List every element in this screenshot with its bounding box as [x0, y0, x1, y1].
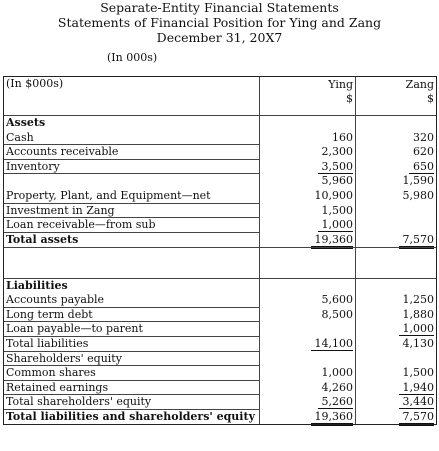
ying-value-text: 8,500	[321, 307, 353, 321]
row-label	[4, 160, 260, 175]
zang-value	[356, 410, 436, 425]
assets-section	[4, 115, 436, 247]
table-row	[4, 337, 436, 352]
spacer-row	[4, 263, 436, 278]
zang-value-text: 5,980	[402, 188, 434, 202]
row-label	[4, 218, 260, 233]
column-header-ying-name: Ying	[328, 78, 353, 91]
row-label	[4, 410, 260, 425]
ying-value	[260, 218, 356, 233]
table-row	[4, 293, 436, 308]
zang-value	[356, 145, 436, 160]
zang-value-text: 320	[413, 130, 434, 144]
zang-value	[356, 174, 436, 189]
liabilities-heading: Liabilities	[4, 279, 260, 294]
ying-value	[260, 160, 356, 175]
ying-value	[260, 381, 356, 396]
column-header-ying	[260, 77, 356, 115]
ying-value	[260, 189, 356, 204]
zang-value	[356, 233, 436, 248]
row-label-text: Loan payable—to parent	[6, 322, 143, 336]
assets-heading-row	[4, 115, 436, 131]
table-row	[4, 322, 436, 337]
header-line-date: December 31, 20X7	[156, 30, 283, 45]
row-label	[4, 381, 260, 396]
row-label-text: Retained earnings	[6, 380, 109, 394]
statement-header	[0, 0, 439, 45]
ying-value-text: 3,500	[318, 160, 354, 174]
ying-value	[260, 322, 356, 337]
zang-value	[356, 337, 436, 352]
row-label-text: Total liabilities	[6, 336, 89, 350]
row-label-text: Total assets	[6, 232, 79, 246]
table-header-row	[4, 77, 436, 115]
zang-value	[356, 160, 436, 175]
zang-value	[356, 308, 436, 323]
zang-value-text: 7,570	[399, 233, 435, 249]
ying-value-text: 14,100	[311, 337, 354, 351]
row-label-text: Shareholders' equity	[6, 351, 122, 365]
spacer-row	[4, 247, 436, 263]
table-row	[4, 218, 436, 233]
ying-value	[260, 174, 356, 189]
units-note: (In 000s)	[107, 51, 158, 64]
table-row	[4, 189, 436, 204]
statement-table	[3, 76, 437, 425]
zang-value-text: 1,250	[402, 293, 434, 307]
ying-value	[260, 145, 356, 160]
ying-value-text: 5,260	[318, 395, 354, 409]
zang-value	[356, 322, 436, 337]
table-row	[4, 366, 436, 381]
ying-value-text: 4,260	[321, 380, 353, 394]
row-label-text: Accounts payable	[6, 293, 105, 307]
column-header-zang-name: Zang	[405, 78, 434, 91]
column-header-zang	[356, 77, 436, 115]
row-label	[4, 233, 260, 248]
row-label	[4, 322, 260, 337]
assets-heading: Assets	[4, 116, 260, 131]
row-label-text: Total liabilities and shareholders' equity	[6, 409, 255, 423]
zang-value	[356, 352, 436, 367]
ying-value	[260, 204, 356, 219]
table-row	[4, 174, 436, 189]
zang-value-text: 1,590	[402, 174, 434, 188]
ying-value	[260, 366, 356, 381]
zang-value-text: 1,000	[399, 322, 435, 336]
zang-value-text: 1,880	[402, 307, 434, 321]
zang-value-text: 1,500	[402, 366, 434, 380]
zang-value-text: 1,940	[399, 381, 435, 395]
ying-value	[260, 233, 356, 248]
zang-value-text: 3,440	[399, 395, 435, 409]
row-label-text: Total shareholders' equity	[6, 395, 152, 409]
row-label	[4, 337, 260, 352]
row-label	[4, 189, 260, 204]
ying-value-text: 5,960	[321, 174, 353, 188]
row-label	[4, 395, 260, 410]
ying-value-text: 19,360	[311, 233, 354, 249]
table-row	[4, 410, 436, 425]
row-label-text: Loan receivable—from sub	[6, 218, 156, 232]
ying-value-text: 10,900	[314, 188, 353, 202]
zang-value	[356, 218, 436, 233]
row-label	[4, 352, 260, 367]
zang-value	[356, 189, 436, 204]
column-header-zang-currency: $	[427, 92, 434, 105]
row-label-text: Investment in Zang	[6, 203, 115, 217]
ying-value-text: 2,300	[321, 145, 353, 159]
table-row	[4, 308, 436, 323]
ying-value	[260, 293, 356, 308]
ying-value-text: 1,000	[318, 218, 354, 232]
column-header-ying-currency: $	[346, 92, 353, 105]
zang-value	[356, 293, 436, 308]
row-label	[4, 204, 260, 219]
ying-value	[260, 308, 356, 323]
zang-value	[356, 395, 436, 410]
ying-value	[260, 395, 356, 410]
table-row	[4, 381, 436, 396]
row-label-text: Cash	[6, 130, 34, 144]
row-label-text: Accounts receivable	[6, 145, 119, 159]
row-label-text: Property, Plant, and Equipment—net	[6, 188, 211, 202]
zang-value	[356, 204, 436, 219]
table-row	[4, 145, 436, 160]
ying-value	[260, 352, 356, 367]
zang-value	[356, 381, 436, 396]
table-row	[4, 352, 436, 367]
ying-value	[260, 131, 356, 146]
row-label-text: Common shares	[6, 366, 96, 380]
ying-value	[260, 337, 356, 352]
ying-value-text: 5,600	[321, 293, 353, 307]
ying-value	[260, 410, 356, 425]
table-row	[4, 233, 436, 248]
zang-value	[356, 131, 436, 146]
header-line-title: Statements of Financial Position for Ying and Zang	[57, 15, 382, 30]
row-label	[4, 308, 260, 323]
row-label-text: Inventory	[6, 159, 60, 173]
ying-value-text: 1,500	[321, 203, 353, 217]
header-line-entity: Separate-Entity Financial Statements	[100, 0, 339, 15]
zang-value-text: 620	[413, 145, 434, 159]
row-label	[4, 145, 260, 160]
zang-value-text: 4,130	[402, 336, 434, 350]
table-row	[4, 160, 436, 175]
table-row	[4, 204, 436, 219]
zang-value-text: 7,570	[399, 410, 435, 426]
ying-value-text: 160	[332, 130, 353, 144]
row-label	[4, 366, 260, 381]
liabilities-section	[4, 278, 436, 425]
liabilities-heading-row	[4, 278, 436, 294]
row-label-text: Long term debt	[6, 307, 93, 321]
ying-value-text: 1,000	[321, 366, 353, 380]
zang-value	[356, 366, 436, 381]
row-label	[4, 174, 260, 189]
table-row	[4, 395, 436, 410]
row-label	[4, 131, 260, 146]
column-header-label: (In $000s)	[4, 77, 260, 115]
row-label	[4, 293, 260, 308]
zang-value-text: 650	[409, 160, 434, 174]
table-row	[4, 131, 436, 146]
ying-value-text: 19,360	[311, 410, 354, 426]
